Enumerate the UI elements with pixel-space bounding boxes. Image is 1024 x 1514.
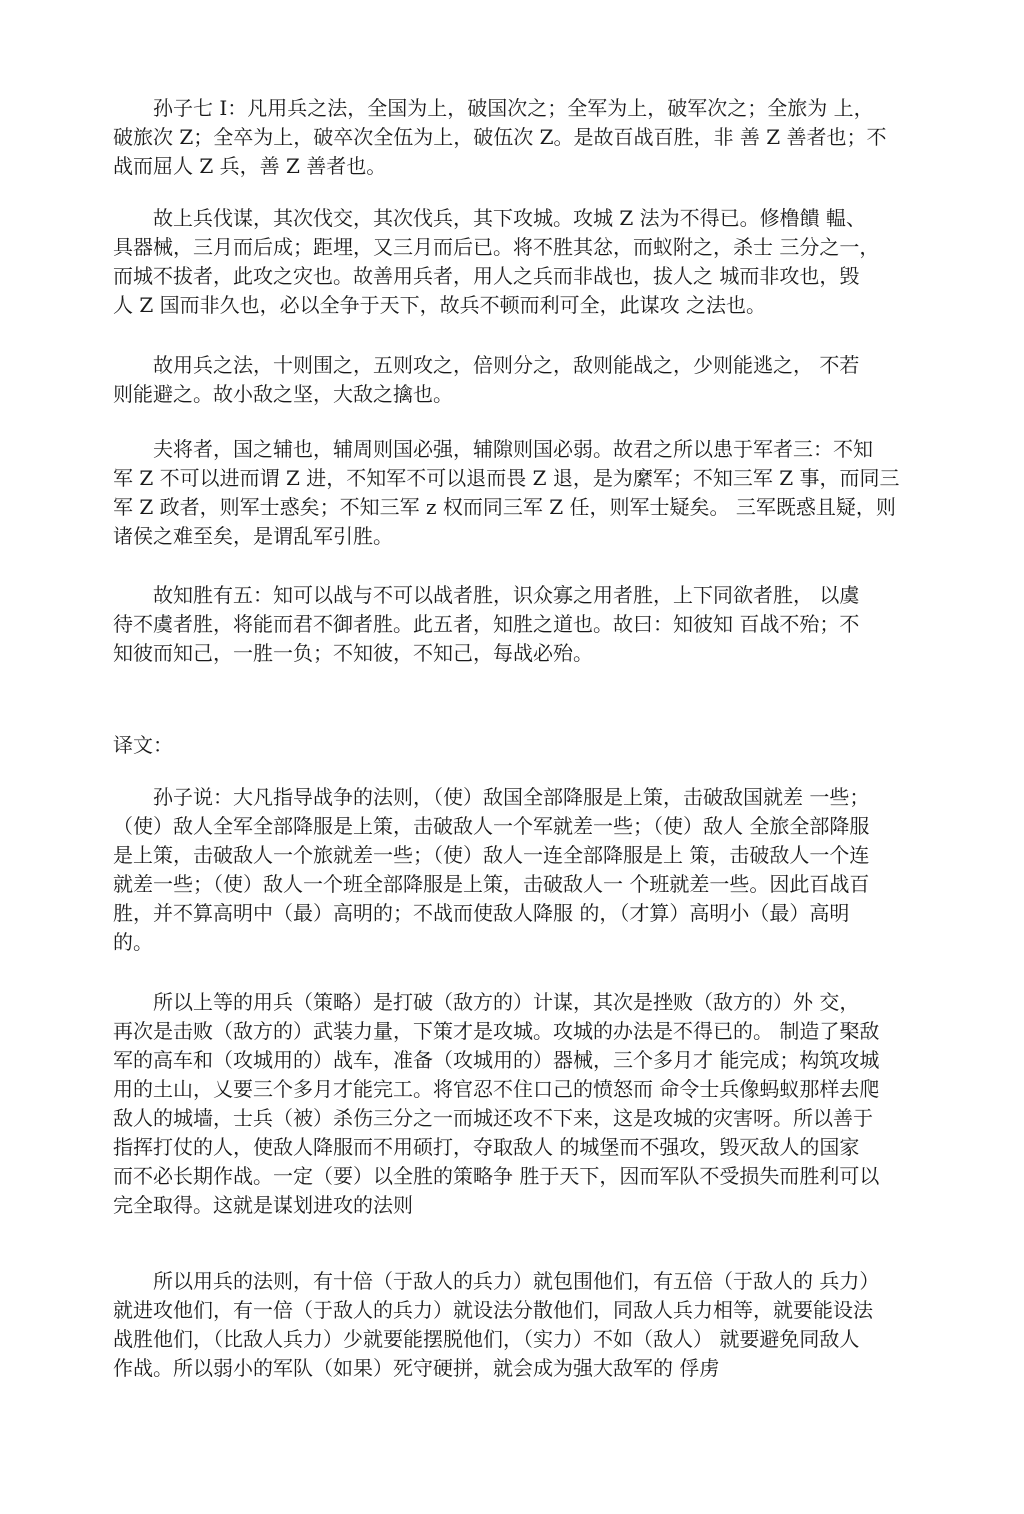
text-line: 则能避之。故小敌之坚，大敌之擒也。	[113, 382, 453, 406]
text-line: 完全取得。这就是谋划进攻的法则	[113, 1193, 413, 1217]
text-line: 就差一些；（使）敌人一个班全部降服是上策，击破敌人一 个班就差一些。因此百战百	[113, 872, 870, 896]
text-line: （使）敌人全军全部降服是上策，击破敌人一个军就差一些；（使）敌人 全旅全部降服	[113, 814, 870, 838]
text-line: 而城不拔者，此攻之灾也。故善用兵者，用人之兵而非战也，拔人之 城而非攻也，毁	[113, 264, 860, 288]
original-para-4	[113, 435, 899, 551]
text-line: 指挥打仗的人，使敌人降服而不用硕打，夺取敌人 的城堡而不强攻，毁灭敌人的国家	[113, 1135, 860, 1159]
text-line: 所以上等的用兵（策略）是打破（敌方的）计谋，其次是挫败（敌方的）外 交，	[153, 990, 860, 1014]
text-line: 破旅次 Z；全卒为上，破卒次全伍为上，破伍次 Z。是故百战百胜，非 善 Z 善者也；不	[113, 125, 887, 149]
text-line: 诸侯之难至矣，是谓乱军引胜。	[113, 524, 393, 548]
translation-heading: 译文：	[113, 733, 173, 757]
text-line: 军 Z 不可以进而谓 Z 进，不知军不可以退而畏 Z 退，是为縻军；不知三军 Z 事，而同三	[113, 466, 900, 490]
text-line: 具器械，三月而后成；距埋，又三月而后已。将不胜其忿，而蚁附之，杀士 三分之一，	[113, 235, 880, 259]
text-line: 用的土山，乂要三个多月才能完工。将官忍不住口己的愤怒而 命令士兵像蚂蚁那样去爬	[113, 1077, 880, 1101]
text-line: 故知胜有五：知可以战与不可以战者胜，识众寡之用者胜，上下同欲者胜， 以虞	[153, 583, 860, 607]
text-line: 所以用兵的法则，有十倍（于敌人的兵力）就包围他们，有五倍（于敌人的 兵力）	[153, 1269, 880, 1293]
translation-para-1	[113, 783, 869, 957]
text-line: 战胜他们，（比敌人兵力）少就要能摆脱他们，（实力）不如（敌人） 就要避免同敌人	[113, 1327, 860, 1351]
text-line: 孙子七 I：凡用兵之法，全国为上，破国次之；全军为上，破军次之；全旅为 上，	[153, 96, 874, 120]
text-line: 夫将者，国之辅也，辅周则国必强，辅隙则国必弱。故君之所以患于军者三：不知	[153, 437, 873, 461]
text-line: 待不虞者胜，将能而君不御者胜。此五者，知胜之道也。故曰：知彼知 百战不殆；不	[113, 612, 860, 636]
translation-para-2	[113, 988, 879, 1220]
text-line: 再次是击败（敌方的）武装力量，下策才是攻城。攻城的办法是不得已的。 制造了棸敌	[113, 1019, 880, 1043]
original-para-1	[113, 94, 886, 181]
original-para-5	[113, 581, 859, 668]
text-line: 故上兵伐谋，其次伐交，其次伐兵，其下攻城。攻城 Z 法为不得已。修橹饋 輼、	[153, 206, 866, 230]
text-line: 敌人的城墙，士兵（被）杀伤三分之一而城还攻不下来，这是攻城的灾害呀。所以善于	[113, 1106, 873, 1130]
text-line: 战而屈人 Z 兵，善 Z 善者也。	[113, 154, 387, 178]
text-line: 胜，并不算高明中（最）高明的；不战而使敌人降服 的，（才算）高明小（最）高明	[113, 901, 850, 925]
text-line: 是上策，击破敌人一个旅就差一些；（使）敌人一连全部降服是上 策，击破敌人一个连	[113, 843, 870, 867]
text-line: 知彼而知己，一胜一负；不知彼，不知己，每战必殆。	[113, 641, 593, 665]
original-para-3	[113, 351, 859, 409]
text-line: 军的高车和（攻城用的）战车，准备（攻城用的）器械，三个多月才 能完成；构筑攻城	[113, 1048, 880, 1072]
text-line: 军 Z 政者，则军士惑矣；不知三军 z 权而同三军 Z 任，则军士疑矣。 三军既惑且疑，则	[113, 495, 896, 519]
text-line: 作战。所以弱小的军队（如果）死守硬拼，就会成为强大敌军的 俘虏	[113, 1356, 720, 1380]
translation-para-3	[113, 1267, 879, 1383]
text-line: 故用兵之法，十则围之，五则攻之，倍则分之，敌则能战之，少则能逃之， 不若	[153, 353, 860, 377]
original-para-2	[113, 204, 879, 320]
text-line: 而不必长期作战。一定（要）以全胜的策略争 胜于天下，因而军队不受损失而胜利可以	[113, 1164, 880, 1188]
text-line: 就进攻他们，有一倍（于敌人的兵力）就设法分散他们，同敌人兵力相等，就要能设法	[113, 1298, 873, 1322]
text-line: 孙子说：大凡指导战争的法则，（使）敌国全部降服是上策，击破敌国就差 一些；	[153, 785, 870, 809]
text-line: 人 Z 国而非久也，必以全争于天下，故兵不顿而利可全，此谋攻 之法也。	[113, 293, 766, 317]
text-line: 的。	[113, 930, 153, 954]
